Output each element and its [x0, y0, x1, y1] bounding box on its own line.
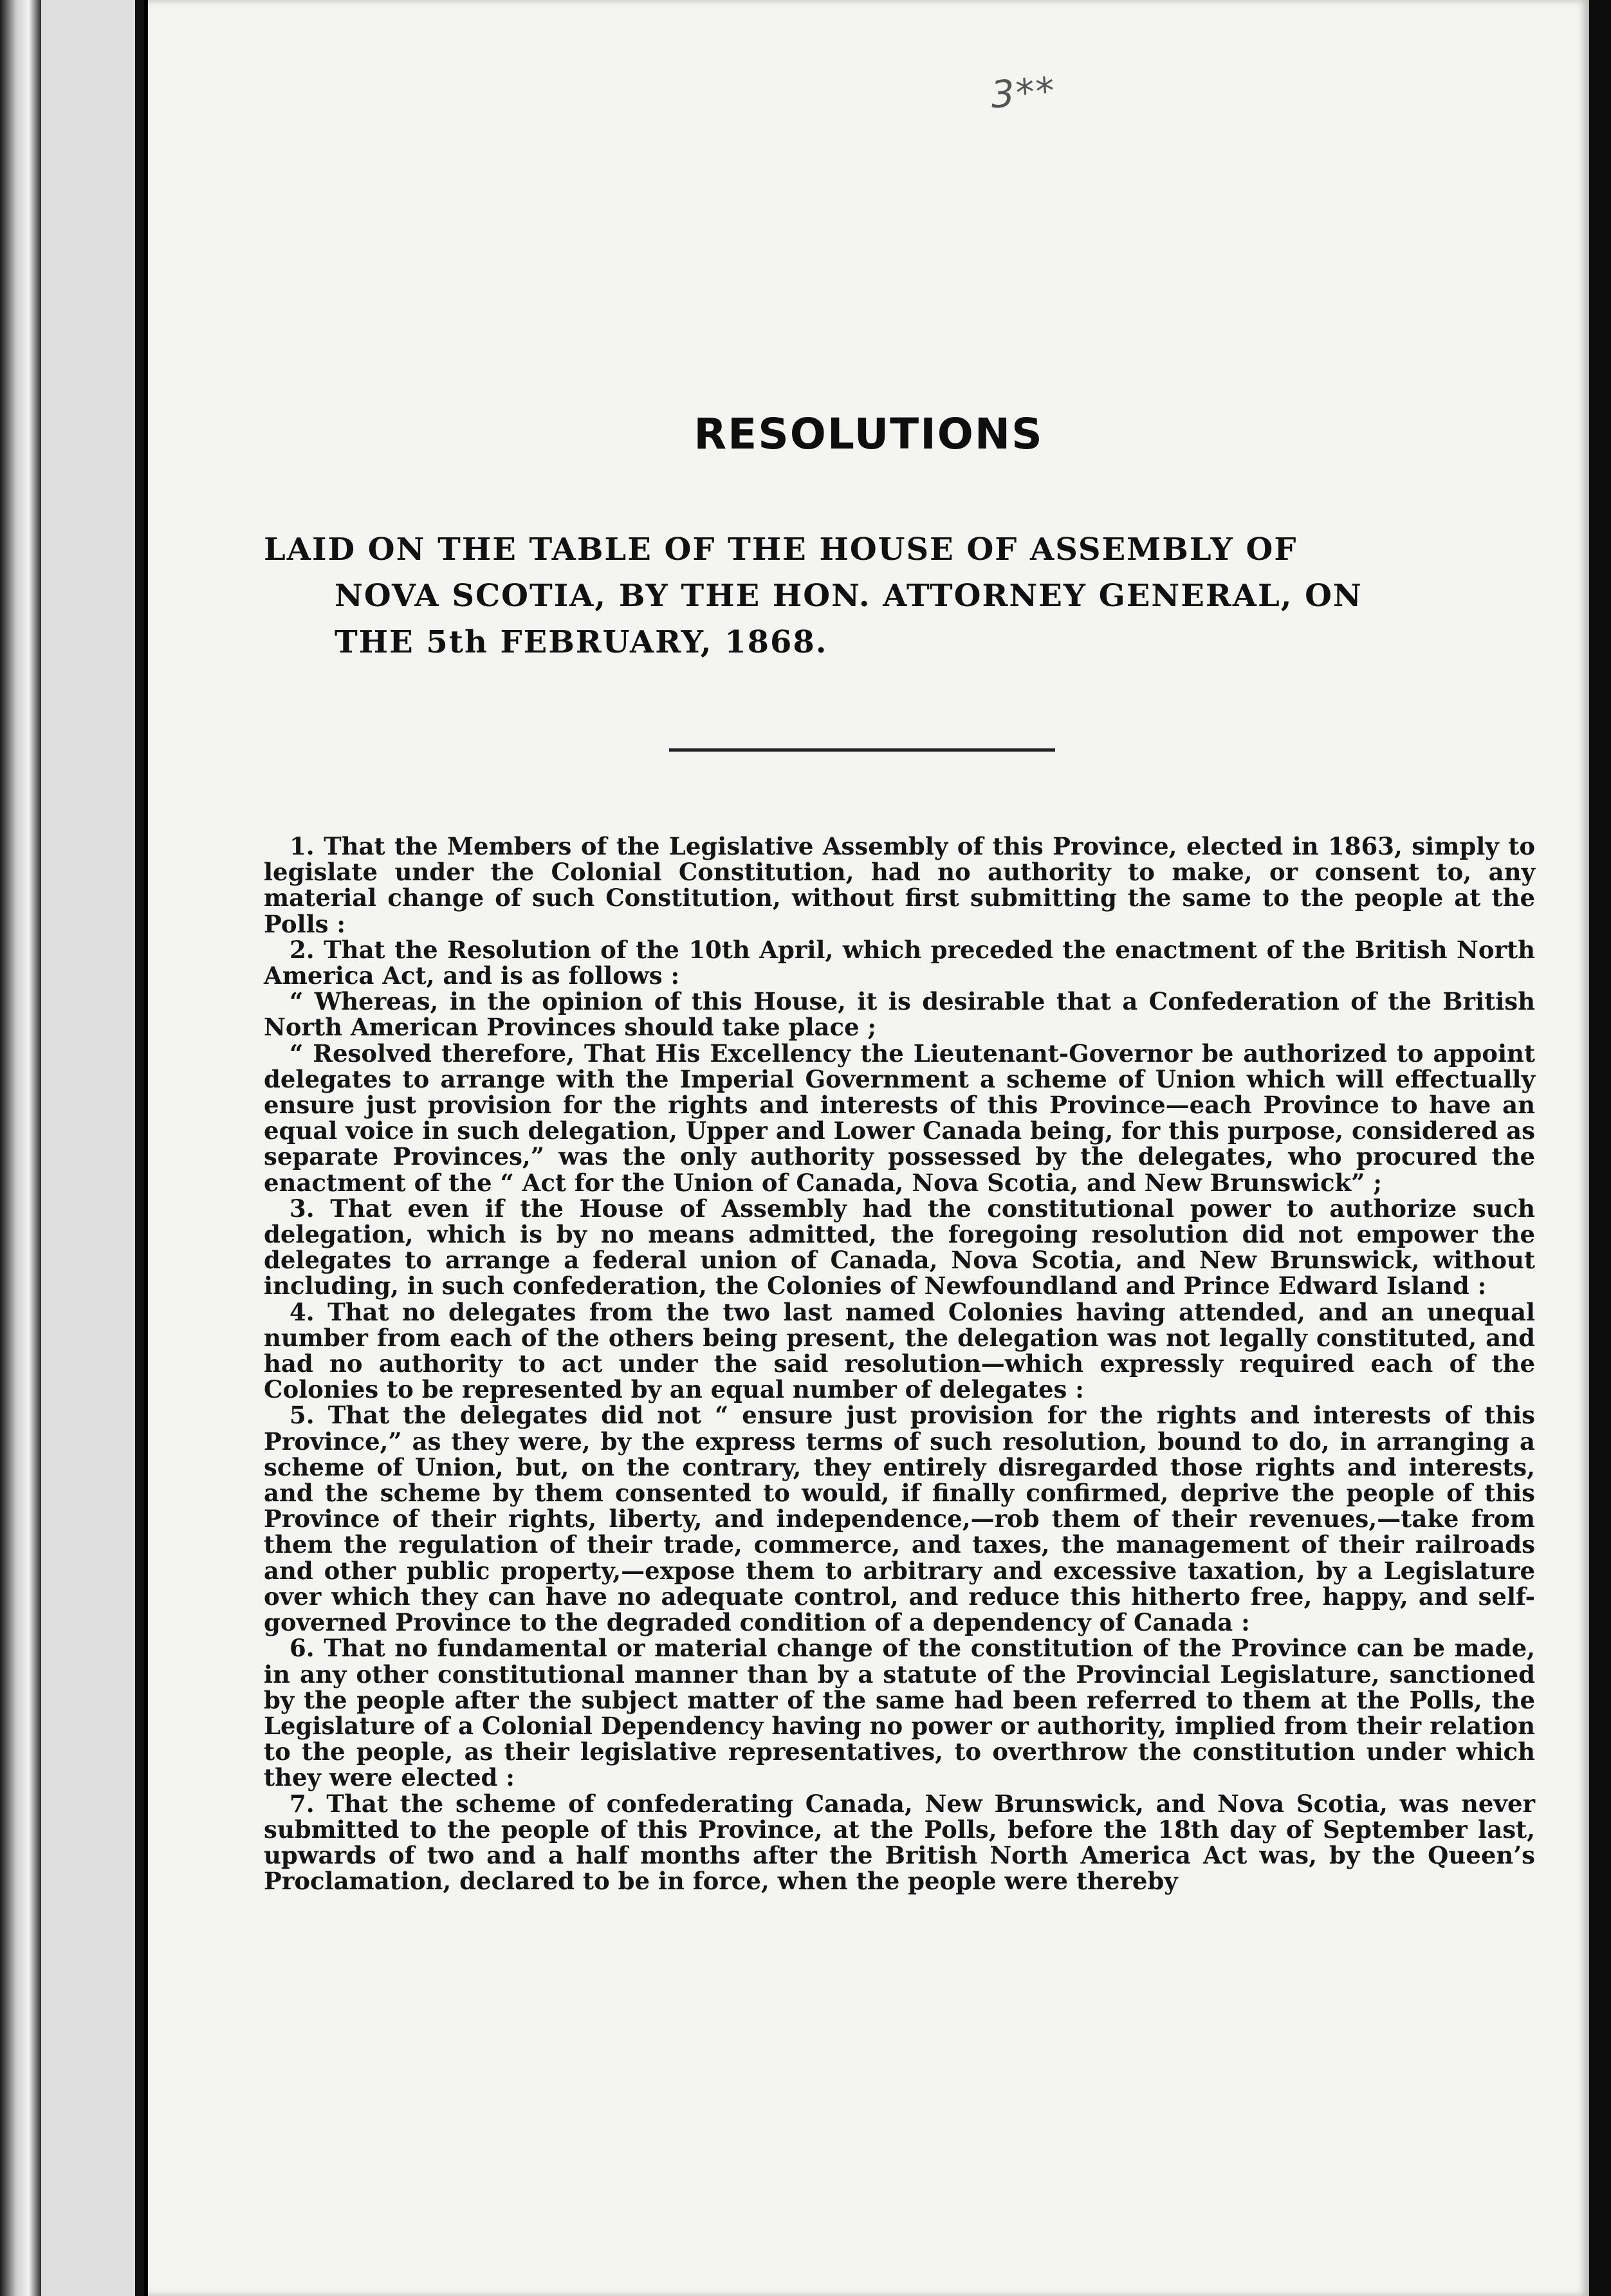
scan-left-edge	[0, 0, 41, 2296]
document-page	[148, 0, 1589, 2296]
resolution-3: 3. That even if the House of Assembly had the constitutional power to authorize such delegation, which is by no means admitted, the foregoing resolution did not empower the delegates to arrange a federal union of Canada, Nova Scotia, and New Brunswick, without including, in such confederation, the Colonies of Newfoundland and Prince Edward Island :	[264, 1194, 1535, 1301]
quoted-resolved: “ Resolved therefore, That His Excellency the Lieutenant-Governor be authorized to appoint delegates to arrange with the Imperial Government a scheme of Union which will effectually ensure just provision for the rights and interests of this Province—each Province to have an equal voice in such delegation, Upper and Lower Canada being, for this purpose, considered as separate Provinces,” was the only authority possessed by the delegates, who procured the enactment of the “ Act for the Union of Canada, Nova Scotia, and New Brunswick” ;	[264, 1039, 1535, 1197]
resolution-5: 5. That the delegates did not “ ensure just provision for the rights and interests of this Province,” as they were, by the express terms of such resolution, bound to do, in arranging a scheme of Union, but, on the contrary, they entirely disregarded those rights and interests, and the scheme by them consented to would, if finally confirmed, deprive the people of this Province of their rights, liberty, and independence,—rob them of their revenues,—take from them the regulation of their trade, commerce, and taxes, the management of their railroads and other public property,—expose them to arbitrary and excessive taxation, by a Legislature over which they can have no adequate control, and reduce this hitherto free, happy, and self-governed Province to the degraded condition of a dependency of Canada :	[264, 1401, 1535, 1637]
resolution-7: 7. That the scheme of confederating Canada, New Brunswick, and Nova Scotia, was never submitted to the people of this Province, at the Polls, before the 18th day of September last, upwards of two and a half months after the British North America Act was, by the Queen’s Proclamation, declared to be in force, when the people were thereby	[264, 1789, 1535, 1896]
resolution-2: 2. That the Resolution of the 10th April, which preceded the enactment of the British North America Act, and is as follows :	[264, 935, 1535, 990]
resolution-1: 1. That the Members of the Legislative Assembly of this Province, elected in 1863, simply to legislate under the Colonial Constitution, had no authority to make, or consent to, any material change of such Constitution, without first submitting the same to the people at the Polls :	[264, 832, 1535, 938]
subtitle-line-1: LAID ON THE TABLE OF THE HOUSE OF ASSEMBLY OF	[264, 532, 1298, 568]
subtitle-line-2: NOVA SCOTIA, BY THE HON. ATTORNEY GENERAL, ON	[335, 578, 1363, 614]
subtitle-line-3: THE 5th FEBRUARY, 1868.	[335, 624, 828, 660]
resolutions-body	[264, 833, 1535, 1894]
quoted-whereas: “ Whereas, in the opinion of this House, it is desirable that a Confederation of the British North American Provinces should take place ;	[264, 987, 1535, 1042]
resolution-6: 6. That no fundamental or material change of the constitution of the Province can be made, in any other constitutional manner than by a statute of the Provincial Legislature, sanctioned by the people after the subject matter of the same had been referred to them at the Polls, the Legislature of a Colonial Dependency having no power or authority, implied from their relation to the people, as their legislative representatives, to overthrow the constitution under which they were elected :	[264, 1634, 1535, 1792]
title-divider	[669, 748, 1055, 752]
document-title: RESOLUTIONS	[694, 409, 1044, 459]
document-subtitle	[264, 526, 1538, 665]
scan-left-margin	[41, 0, 144, 2296]
resolution-4: 4. That no delegates from the two last named Colonies having attended, and an unequal number from each of the others being present, the delegation was not legally constituted, and had no authority to act under the said resolution—which expressly required each of the Colonies to be represented by an equal number of delegates :	[264, 1297, 1535, 1404]
handwritten-annotation: 3**	[989, 68, 1058, 117]
scan-right-edge	[1589, 0, 1611, 2296]
